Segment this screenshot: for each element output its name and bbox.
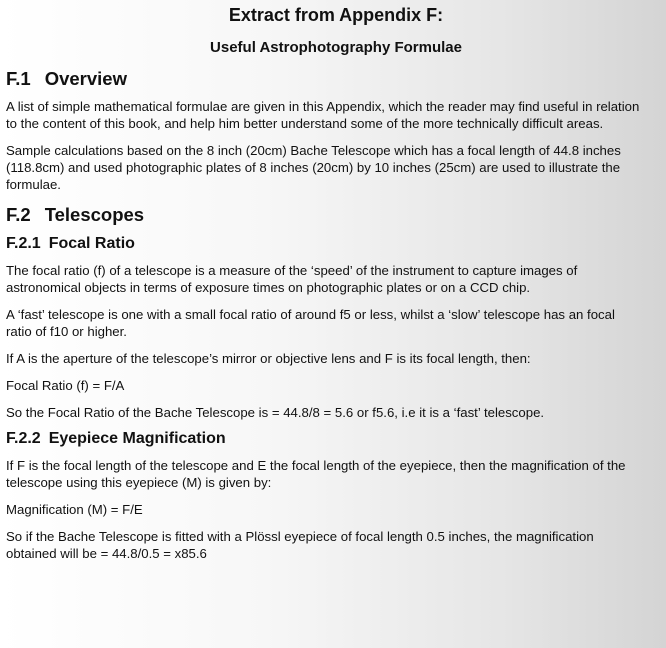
section-title: Telescopes bbox=[44, 204, 145, 225]
subsection-number: F.2.1 bbox=[6, 235, 41, 252]
paragraph: If F is the focal length of the telescope and E the focal length of the eyepiece, then the magnification of the telescope using this eyepiece (M) is given by: bbox=[6, 458, 626, 490]
subsection-heading-f22 bbox=[6, 429, 666, 449]
paragraph: A ‘fast’ telescope is one with a small focal ratio of around f5 or less, whilst a ‘slow’ telescope has an focal ratio of f10 or higher. bbox=[6, 307, 615, 339]
paragraph: Sample calculations based on the 8 inch (20cm) Bache Telescope which has a focal length of 44.8 inches (118.8cm) and used photographic plates of 8 inches (20cm) by 10 inches (25cm) are used to illustrate the formulae. bbox=[6, 143, 621, 192]
section-heading-f2 bbox=[6, 204, 666, 226]
document-subtitle: Useful Astrophotography Formulae bbox=[210, 39, 462, 56]
paragraph: If A is the aperture of the telescope’s mirror or objective lens and F is its focal length, then: bbox=[6, 351, 531, 366]
document-title: Extract from Appendix F: bbox=[228, 5, 444, 25]
formula: Magnification (M) = F/E bbox=[6, 502, 143, 517]
subsection-heading-f21 bbox=[6, 234, 666, 254]
section-title: Overview bbox=[44, 68, 127, 89]
formula: Focal Ratio (f) = F/A bbox=[6, 378, 125, 393]
section-heading-f1 bbox=[6, 68, 666, 90]
subsection-title: Eyepiece Magnification bbox=[48, 430, 226, 447]
subsection-title: Focal Ratio bbox=[48, 235, 135, 252]
subsection-number: F.2.2 bbox=[6, 430, 41, 447]
paragraph: A list of simple mathematical formulae are given in this Appendix, which the reader may find useful in relation to the content of this book, and help him better understand some of the more technically difficult areas. bbox=[6, 99, 640, 131]
paragraph: So the Focal Ratio of the Bache Telescope is = 44.8/8 = 5.6 or f5.6, i.e it is a ‘fast’ telescope. bbox=[6, 405, 545, 420]
section-number: F.2 bbox=[6, 204, 31, 225]
paragraph: The focal ratio (f) of a telescope is a measure of the ‘speed’ of the instrument to capture images of astronomical objects in terms of exposure times on photographic plates or on a CCD chip. bbox=[6, 263, 578, 295]
section-number: F.1 bbox=[6, 68, 31, 89]
paragraph: So if the Bache Telescope is fitted with a Plössl eyepiece of focal length 0.5 inches, the magnification obtained will be = 44.8/0.5 = x85.6 bbox=[6, 529, 594, 561]
document-page bbox=[0, 4, 666, 648]
